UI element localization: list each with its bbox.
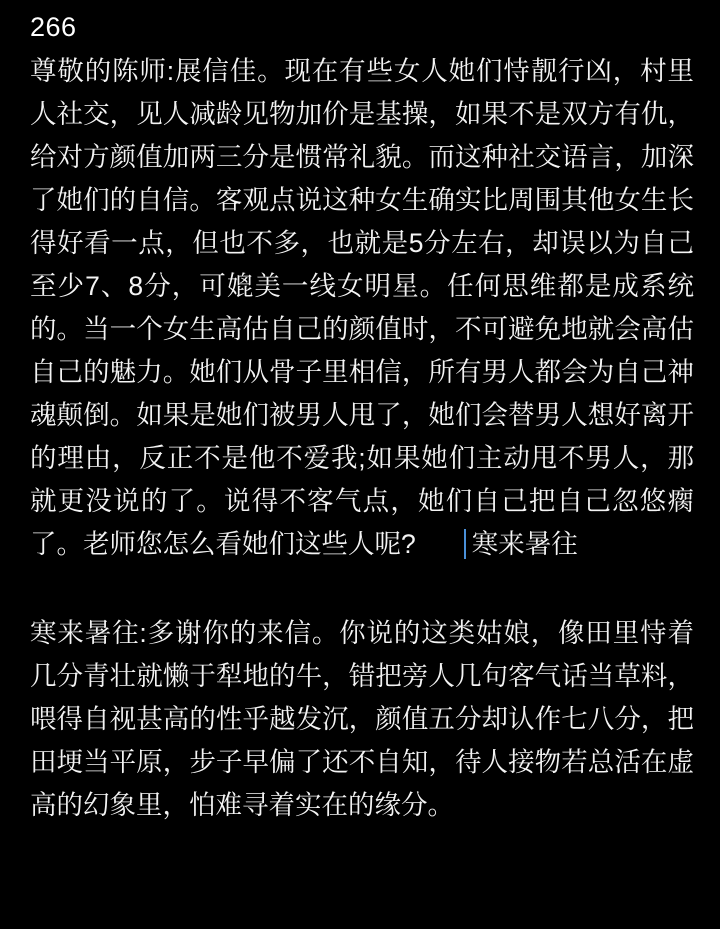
text-cursor[interactable] — [464, 529, 466, 559]
paragraph-gap — [30, 566, 694, 612]
letter-signature: 寒来暑往 — [471, 529, 578, 559]
signature-wrap — [416, 523, 578, 566]
letter-text-block — [30, 50, 694, 566]
letter-text: 尊敬的陈师:展信佳。现在有些女人她们恃靓行凶，村里人社交，见人减龄见物加价是基操，如果不是双方有仇，给对方颜值加两三分是惯常礼貌。而这种社交语言，加深了她们的自信。客观点说这种女生确实比周围其他女生长得好看一点，但也不多，也就是5分左右，却误以为自己至少7、8分，可媲美一线女明星。任何思维都是成系统的。当一个女生高估自己的颜值时，不可避免地就会高估自己的魅力。她们从骨子里相信，所有男人都会为自己神魂颠倒。如果是她们被男人甩了，她们会替男人想好离开的理由，反正不是他不爱我;如果她们主动甩不男人，那就更没说的了。说得不客气点，她们自己把自己忽悠瘸了。老师您怎么看她们这些人呢? — [30, 56, 694, 559]
reply-text: 寒来暑往:多谢你的来信。你说的这类姑娘，像田里恃着几分青壮就懒于犁地的牛，错把旁人几句客气话当草料，喂得自视甚高的性乎越发沉，颜值五分却认作七八分，把田埂当平原，步子早偏了还不自知，待人接物若总活在虚高的幻象里，怕难寻着实在的缘分。 — [30, 618, 694, 820]
page-number: 266 — [30, 12, 77, 42]
